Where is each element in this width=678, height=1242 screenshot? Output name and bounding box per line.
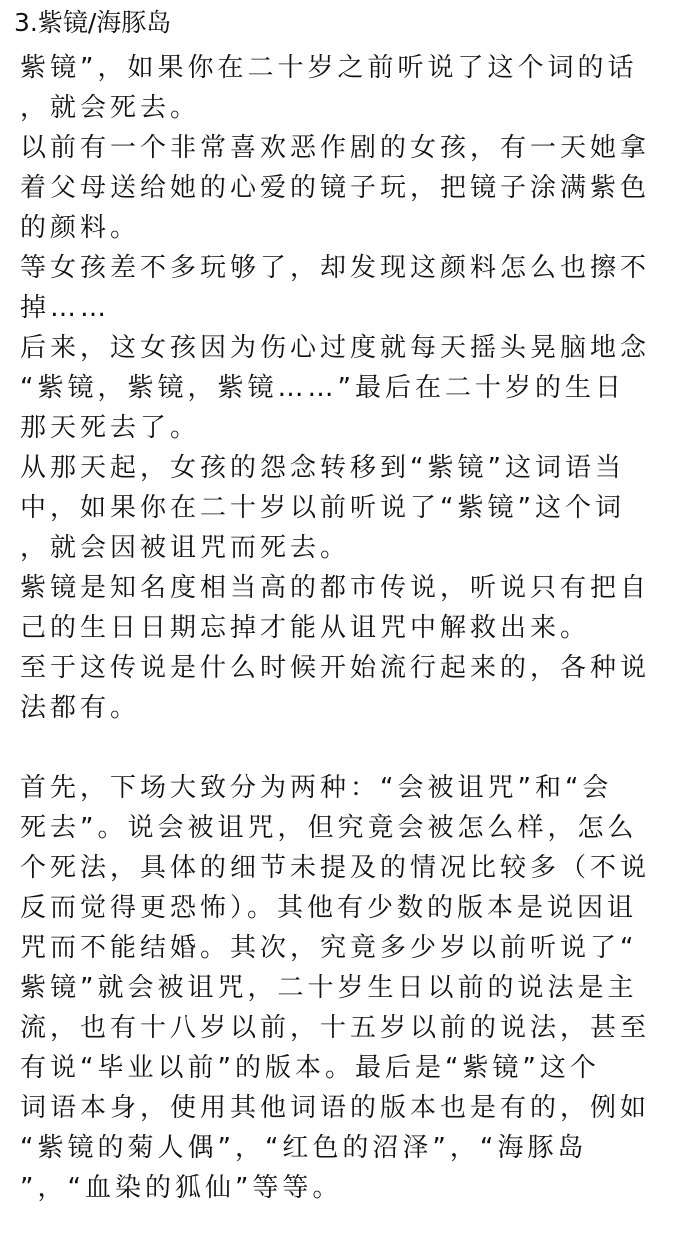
text-line: 词语本身，使用其他词语的版本也是有的，例如 [20,1093,651,1123]
text-line: 的颜料。 [20,213,141,243]
text-line: “紫镜，紫镜，紫镜……”最后在二十岁的生日 [20,373,625,403]
text-line: ，就会死去。 [20,93,201,123]
text-line: 等女孩差不多玩够了，却发现这颜料怎么也擦不 [20,253,651,283]
text-line: ，就会因被诅咒而死去。 [20,533,351,563]
text-line: 己的生日日期忘掉才能从诅咒中解救出来。 [20,613,591,643]
text-line: 个死法，具体的细节未提及的情况比较多（不说 [20,853,651,883]
paragraph-gap [20,728,660,768]
text-line: 中，如果你在二十岁以前听说了“紫镜”这个词 [20,493,625,523]
text-line: 法都有。 [20,693,141,723]
text-line: 反而觉得更恐怖）。其他有少数的版本是说因诅 [20,893,638,923]
text-line: 后来，这女孩因为伤心过度就每天摇头晃脑地念 [20,333,651,363]
text-line: 至于这传说是什么时候开始流行起来的，各种说 [20,653,651,683]
text-line: 有说“毕业以前”的版本。最后是“紫镜”这个 [20,1053,600,1083]
article-title: 3.紫镜/海豚岛 [14,8,172,37]
text-line: 死去”。说会被诅咒，但究竟会被怎么样，怎么 [20,813,638,843]
text-line: “紫镜的菊人偶”，“红色的沼泽”，“海豚岛 [20,1133,588,1163]
text-line: 以前有一个非常喜欢恶作剧的女孩，有一天她拿 [20,133,651,163]
text-line: 掉…… [20,293,111,323]
text-line: ”，“血染的狐仙”等等。 [20,1173,343,1203]
text-line: 首先，下场大致分为两种：“会被诅咒”和“会 [20,773,613,803]
article-body [20,48,660,1208]
text-line: 紫镜”，如果你在二十岁之前听说了这个词的话 [20,53,638,83]
text-line: 紫镜”就会被诅咒，二十岁生日以前的说法是主 [20,973,638,1003]
text-line: 从那天起，女孩的怨念转移到“紫镜”这词语当 [20,453,625,483]
text-line: 紫镜是知名度相当高的都市传说，听说只有把自 [20,573,651,603]
text-line: 着父母送给她的心爱的镜子玩，把镜子涂满紫色 [20,173,651,203]
text-line: 流，也有十八岁以前，十五岁以前的说法，甚至 [20,1013,651,1043]
text-line: 咒而不能结婚。其次，究竟多少岁以前听说了“ [20,933,638,963]
text-line: 那天死去了。 [20,413,201,443]
